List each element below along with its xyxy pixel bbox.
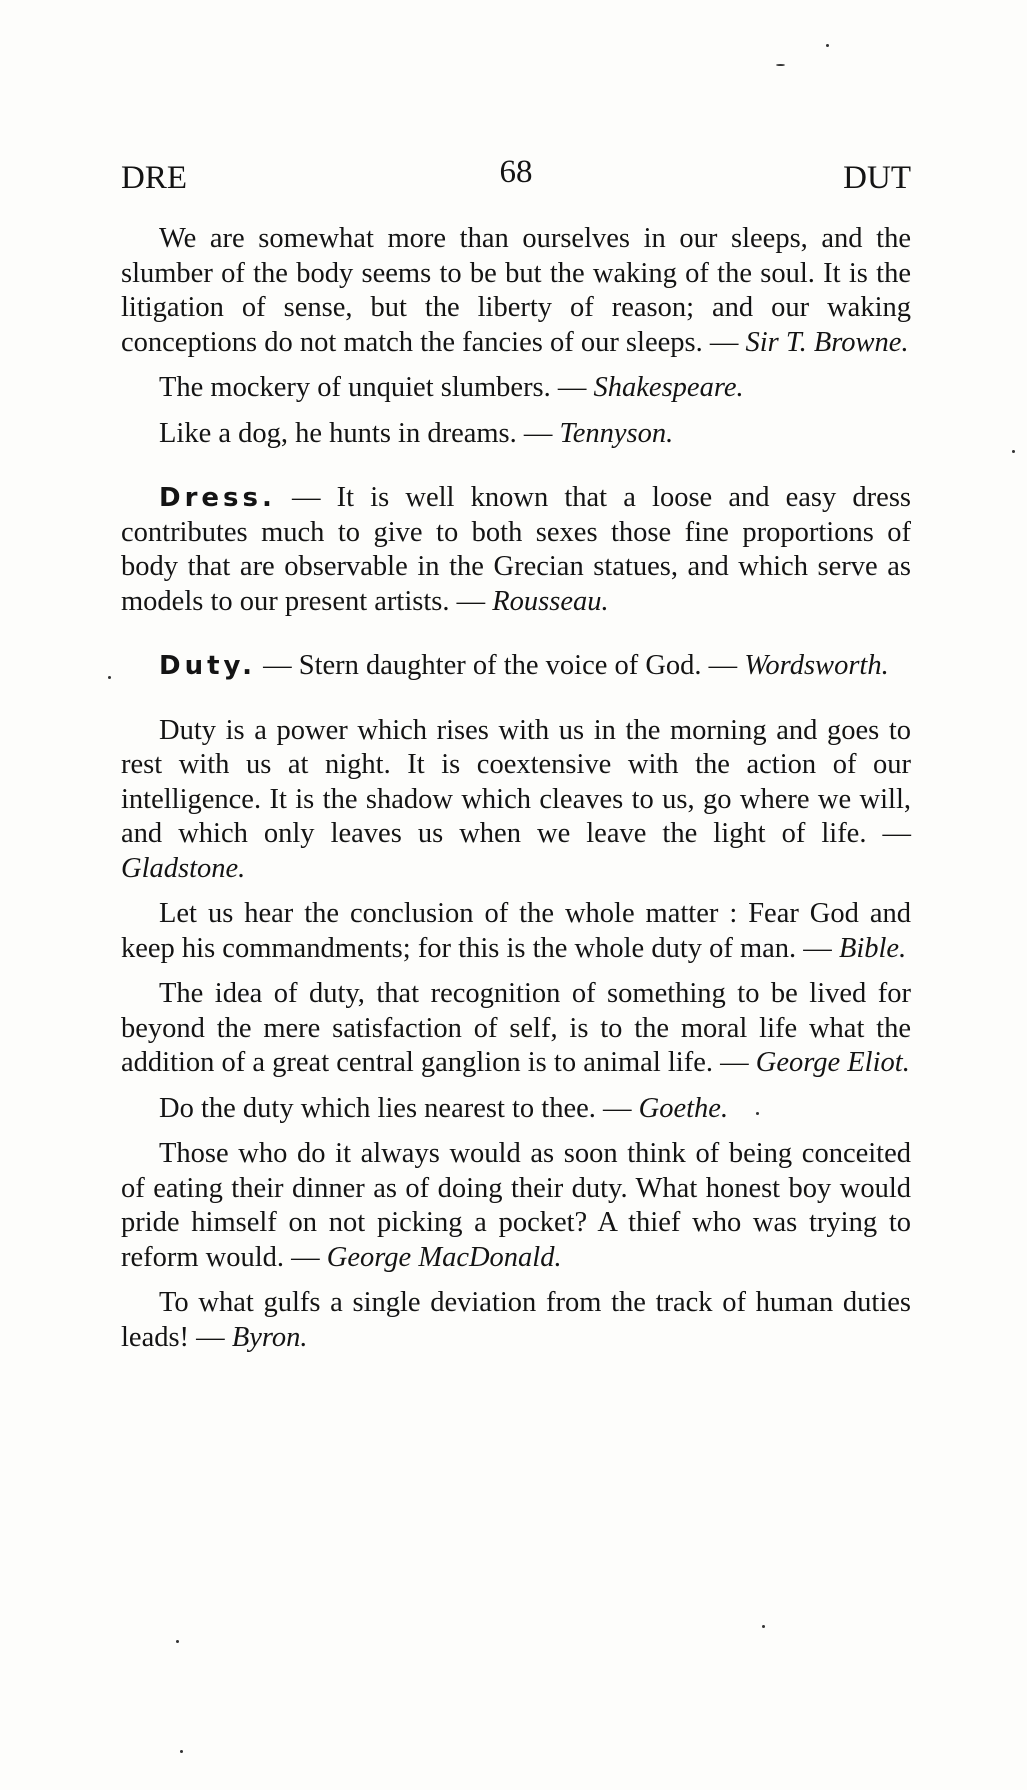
quote-text: The mockery of unquiet slumbers. — [159,372,587,403]
quote-text: We are somewhat more than ourselves in our sleeps, and the slumber of the body seems to be but the waking of the soul. It is the litigation of sense, but the liberty of reason; and our waking conceptions do not match the fancies of our sleeps. — [121,223,911,358]
running-header [121,154,911,210]
quote-author: Goethe. [638,1092,729,1124]
quote-paragraph [121,1286,911,1355]
quote-text: Let us hear the conclusion of the whole matter : Fear God and keep his commandments; for this is the whole duty of man. — [121,898,911,964]
paper-speck [108,676,111,679]
paper-speck [180,1750,183,1753]
quote-author: Wordsworth. [744,650,889,681]
header-left-guideword: DRE [121,160,187,196]
entry-keyword: Dress. [159,483,276,513]
quote-author: George Eliot. [755,1047,910,1078]
quote-author: Tennyson. [559,417,674,449]
quote-author: Gladstone. [121,852,246,884]
quote-author: Byron. [231,1321,308,1353]
entry-dress [121,481,911,619]
paper-speck [176,1640,179,1643]
quote-author: George MacDonald. [326,1241,562,1273]
paper-speck [826,44,829,47]
quote-text: To what gulfs a single deviation from the track of human duties leads! — [121,1287,911,1353]
quote-paragraph [121,1092,911,1127]
page-body [121,222,911,1366]
paper-speck [756,1112,759,1115]
quote-text: The idea of duty, that recognition of something to be lived for beyond the mere satisfaction of self, is to the moral life what the addition of a great central ganglion is to animal life. — [121,978,911,1078]
quote-paragraph [121,417,911,452]
quote-text: Those who do it always would as soon think of being conceited of eating their dinner as of doing their duty. What honest boy would pride himself on not picking a pocket? A thief who was trying to reform would. — [121,1138,911,1273]
entry-keyword: Duty. [159,651,256,681]
quote-paragraph [121,371,911,406]
quote-text: Do the duty which lies nearest to thee. — [159,1092,632,1124]
quote-author: Sir T. Browne. [745,326,909,358]
header-right-guideword: DUT [843,160,911,196]
paper-speck [762,1625,765,1628]
quote-paragraph [121,714,911,887]
paper-speck [1012,450,1015,453]
quote-author: Bible. [838,932,907,964]
quote-author: Shakespeare. [593,372,744,403]
quote-author: Rousseau. [492,585,609,617]
quote-paragraph [121,977,911,1081]
quote-paragraph [121,897,911,966]
quote-text: Like a dog, he hunts in dreams. — [159,417,553,449]
quote-paragraph [121,222,911,360]
page-number: 68 [499,154,533,190]
quote-paragraph [121,1137,911,1275]
paper-speck [776,64,785,66]
quote-text: — It is well known that a loose and easy dress contributes much to give to both sexes those fine proportions of body that are observable in the Grecian statues, and which serve as models to our present artists. — [121,482,911,617]
quote-text: — Stern daughter of the voice of God. — [263,650,738,681]
entry-duty [121,649,911,684]
quote-text: Duty is a power which rises with us in the morning and goes to rest with us at night. It is coextensive with the action of our intelligence. It is the shadow which cleaves to us, go where we will, and which only leaves us when we leave the light of life. — [121,714,911,849]
